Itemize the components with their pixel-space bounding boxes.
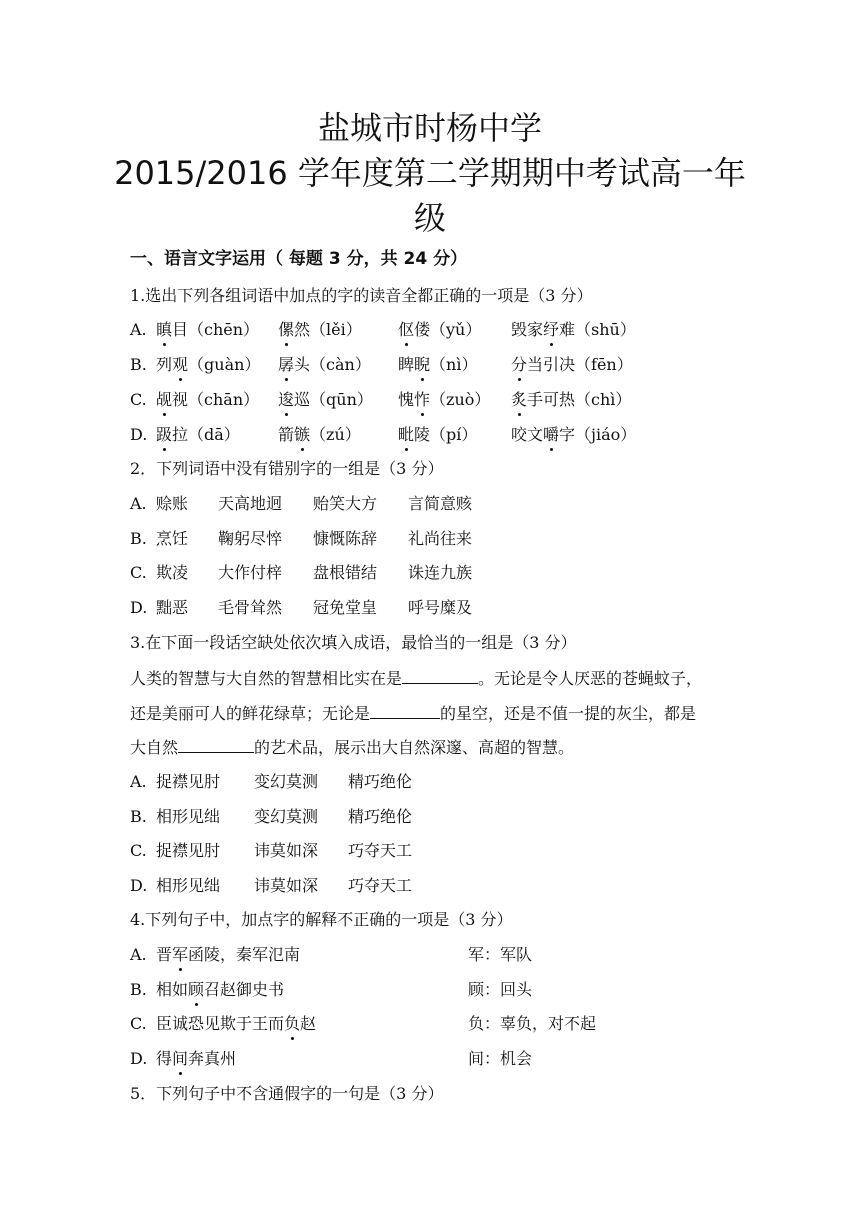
option-word: 变幻莫测: [254, 807, 319, 826]
dotted-char: 顾: [188, 980, 205, 999]
option-label: C.: [130, 563, 147, 582]
dotted-char: 分: [511, 355, 528, 374]
option-label: A.: [130, 320, 147, 339]
dotted-char: 逡: [278, 390, 295, 409]
dotted-char: 嚼: [543, 425, 560, 444]
option-word: 欺凌: [156, 563, 189, 582]
option-word: 睥睨（nì）: [398, 355, 478, 374]
q3-passage-line2: 还是美丽可人的鲜花绿草；无论是 的星空，还是不值一提的灰尘，都是: [130, 704, 697, 723]
option-word: 箭镞（zú）: [278, 425, 361, 444]
dotted-char: 孱: [278, 355, 295, 374]
dotted-char: 伛: [398, 320, 415, 339]
option-word: 毗陵（pí）: [398, 425, 478, 444]
option-word: 傫然（lěi）: [278, 320, 362, 339]
option-word: 慷慨陈辞: [313, 529, 378, 548]
option-word: 列观（guàn）: [156, 355, 261, 374]
option-word: 愧怍（zuò）: [398, 390, 491, 409]
option-word: 相形见绌: [156, 807, 221, 826]
option-definition: 军：军队: [468, 945, 533, 964]
fill-blank-1: [402, 667, 478, 684]
option-sentence: 晋军函陵，秦军氾南: [156, 945, 301, 964]
dotted-char: 睨: [414, 355, 431, 374]
option-label: C.: [130, 1014, 147, 1033]
dotted-char: 纾: [543, 320, 560, 339]
q5-stem: 5．下列句子中不含通假字的一句是（3 分）: [130, 1084, 444, 1103]
dotted-char: 傫: [278, 320, 295, 339]
option-word: 呼号糜及: [408, 598, 473, 617]
option-word: 伛偻（yǔ）: [398, 320, 482, 339]
option-word: 毁家纾难（shū）: [511, 320, 636, 339]
option-word: 诛连九族: [408, 563, 473, 582]
dotted-char: 观: [172, 355, 189, 374]
option-word: 贻笑大方: [313, 494, 378, 513]
option-definition: 顾：回头: [468, 980, 533, 999]
option-word: 言简意赅: [408, 494, 473, 513]
dotted-char: 间: [172, 1049, 189, 1068]
option-word: 烹饪: [156, 529, 189, 548]
option-word: 精巧绝伦: [348, 772, 413, 791]
dotted-char: 炙: [511, 390, 528, 409]
fill-blank-2: [370, 702, 440, 719]
option-word: 逡巡（qūn）: [278, 390, 373, 409]
dotted-char: 镞: [294, 425, 311, 444]
dotted-char: 毗: [398, 425, 415, 444]
option-label: A.: [130, 494, 147, 513]
q3-stem: 3.在下面一段话空缺处依次填入成语，最恰当的一组是（3 分）: [130, 633, 577, 652]
dotted-char: 趿: [156, 425, 173, 444]
option-sentence: 臣诚恐见欺于王而负赵: [156, 1014, 317, 1033]
dotted-char: 瞋: [156, 320, 173, 339]
fill-blank-3: [178, 736, 254, 753]
dotted-char: 怍: [414, 390, 431, 409]
option-word: 瞋目（chēn）: [156, 320, 260, 339]
option-word: 孱头（càn）: [278, 355, 371, 374]
q2-stem: 2．下列词语中没有错别字的一组是（3 分）: [130, 459, 444, 478]
option-word: 巧夺天工: [348, 876, 413, 895]
school-name: 盐城市时杨中学: [317, 109, 542, 147]
option-label: D.: [130, 876, 148, 895]
option-label: B.: [130, 980, 147, 999]
option-label: B.: [130, 807, 147, 826]
q1-stem: 1.选出下列各组词语中加点的字的读音全都正确的一项是（3 分）: [130, 286, 593, 305]
option-word: 黜恶: [156, 598, 189, 617]
option-label: D.: [130, 1049, 148, 1068]
option-word: 礼尚往来: [408, 529, 473, 548]
section-heading: 一、语言文字运用（ 每题 3 分，共 24 分）: [130, 249, 468, 269]
option-sentence: 相如顾召赵御史书: [156, 980, 285, 999]
option-sentence: 得间奔真州: [156, 1049, 237, 1068]
option-word: 毛骨耸然: [218, 598, 283, 617]
option-word: 讳莫如深: [254, 876, 319, 895]
option-label: A.: [130, 772, 147, 791]
option-word: 相形见绌: [156, 876, 221, 895]
option-word: 变幻莫测: [254, 772, 319, 791]
option-word: 炙手可热（chì）: [511, 390, 632, 409]
option-word: 咬文嚼字（jiáo）: [511, 425, 637, 444]
option-definition: 间：机会: [468, 1049, 533, 1068]
exam-title-line2: 级: [413, 199, 446, 237]
option-word: 鞠躬尽悴: [218, 529, 283, 548]
q3-passage-line1: 人类的智慧与大自然的智慧相比实在是 。无论是令人厌恶的苍蝇蚊子，: [130, 669, 703, 688]
option-label: D.: [130, 425, 148, 444]
option-word: 巧夺天工: [348, 841, 413, 860]
option-label: A.: [130, 945, 147, 964]
option-word: 大作付梓: [218, 563, 283, 582]
exam-title-line1: 2015/2016 学年度第二学期期中考试高一年: [114, 154, 746, 192]
option-word: 盘根错结: [313, 563, 378, 582]
option-word: 冠免堂皇: [313, 598, 378, 617]
option-word: 分当引决（fēn）: [511, 355, 633, 374]
option-word: 天高地迥: [218, 494, 283, 513]
option-definition: 负：辜负，对不起: [468, 1014, 597, 1033]
option-word: 觇视（chān）: [156, 390, 260, 409]
q4-stem: 4.下列句子中，加点字的解释不正确的一项是（3 分）: [130, 910, 513, 929]
option-word: 讳莫如深: [254, 841, 319, 860]
dotted-char: 负: [284, 1014, 301, 1033]
option-label: C.: [130, 841, 147, 860]
option-word: 捉襟见肘: [156, 772, 221, 791]
dotted-char: 觇: [156, 390, 173, 409]
option-word: 赊账: [156, 494, 189, 513]
dotted-char: 军: [172, 945, 189, 964]
q3-passage-line3: 大自然 的艺术品，展示出大自然深邃、高超的智慧。: [130, 738, 575, 757]
option-label: B.: [130, 529, 147, 548]
option-word: 趿拉（dā）: [156, 425, 240, 444]
option-word: 精巧绝伦: [348, 807, 413, 826]
option-label: D.: [130, 598, 148, 617]
option-word: 捉襟见肘: [156, 841, 221, 860]
option-label: B.: [130, 355, 147, 374]
option-label: C.: [130, 390, 147, 409]
